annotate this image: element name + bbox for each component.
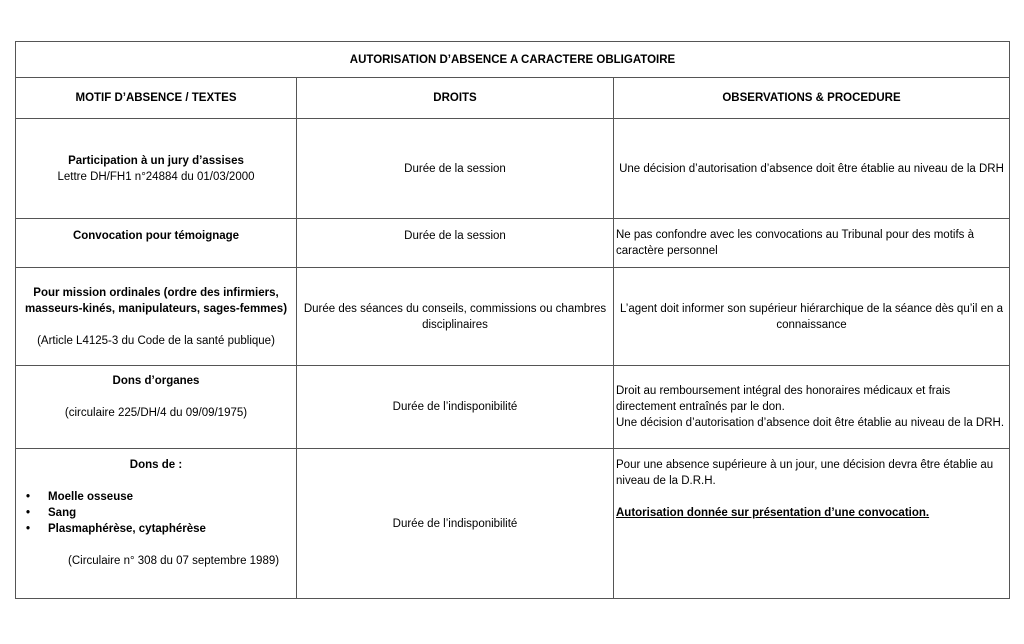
observations-cell — [614, 366, 1010, 449]
motif-cell — [16, 366, 297, 449]
motif-reference: (Article L4125-3 du Code de la santé publique) — [37, 334, 275, 347]
motif-reference: (circulaire 225/DH/4 du 09/09/1975) — [64, 407, 248, 419]
title-row — [16, 42, 1010, 78]
observation-text: Droit au remboursement intégral des honoraires médicaux et frais directement entraînés par le don. — [616, 385, 951, 413]
motif-cell — [16, 268, 297, 366]
droits-cell: Durée de l’indisponibilité — [297, 366, 614, 449]
droits-cell: Durée de la session — [297, 119, 614, 219]
observation-text: Pour une absence supérieure à un jour, une décision devra être établie au niveau de la D.R.H. — [616, 459, 994, 487]
header-observations: OBSERVATIONS & PROCEDURE — [614, 78, 1010, 119]
dons-list — [18, 489, 294, 537]
table-row — [16, 119, 1010, 219]
observation-emphasis: Autorisation donnée sur présentation d’une convocation. — [616, 507, 930, 519]
motif-title: Dons d’organes — [112, 375, 200, 387]
droits-cell: Durée des séances du conseils, commissions ou chambres disciplinaires — [297, 268, 614, 366]
observations-cell: L’agent doit informer son supérieur hiérarchique de la séance dès qu’il en a connaissance — [614, 268, 1010, 366]
absence-table — [15, 41, 1010, 599]
droits-cell: Durée de l’indisponibilité — [297, 449, 614, 599]
list-item: • Moelle osseuse — [48, 489, 294, 505]
list-item: • Sang — [48, 505, 294, 521]
table-row — [16, 449, 1010, 599]
table-row — [16, 366, 1010, 449]
header-motif: MOTIF D’ABSENCE / TEXTES — [16, 78, 297, 119]
motif-cell — [16, 449, 297, 599]
motif-cell — [16, 119, 297, 219]
droits-cell: Durée de la session — [297, 219, 614, 268]
observations-cell: Ne pas confondre avec les convocations au Tribunal pour des motifs à caractère personnel — [614, 219, 1010, 268]
header-row — [16, 78, 1010, 119]
table-row — [16, 219, 1010, 268]
observations-cell — [614, 449, 1010, 599]
motif-title: Pour mission ordinales (ordre des infirmiers, masseurs-kinés, manipulateurs, sages-femmes) — [24, 286, 288, 315]
motif-title: Participation à un jury d’assises — [68, 154, 244, 167]
list-item: • Plasmaphérèse, cytaphérèse — [48, 521, 294, 537]
observations-cell: Une décision d’autorisation d’absence doit être établie au niveau de la DRH — [614, 119, 1010, 219]
observation-text: Une décision d’autorisation d’absence doit être établie au niveau de la DRH. — [616, 417, 1005, 429]
header-droits: DROITS — [297, 78, 614, 119]
table-title: AUTORISATION D’ABSENCE A CARACTERE OBLIGATOIRE — [16, 42, 1010, 78]
motif-reference: (Circulaire n° 308 du 07 septembre 1989) — [68, 555, 280, 567]
motif-title: Convocation pour témoignage — [72, 230, 240, 242]
motif-title: Dons de : — [129, 459, 183, 471]
table-row — [16, 268, 1010, 366]
motif-reference: Lettre DH/FH1 n°24884 du 01/03/2000 — [57, 170, 255, 183]
motif-cell — [16, 219, 297, 268]
